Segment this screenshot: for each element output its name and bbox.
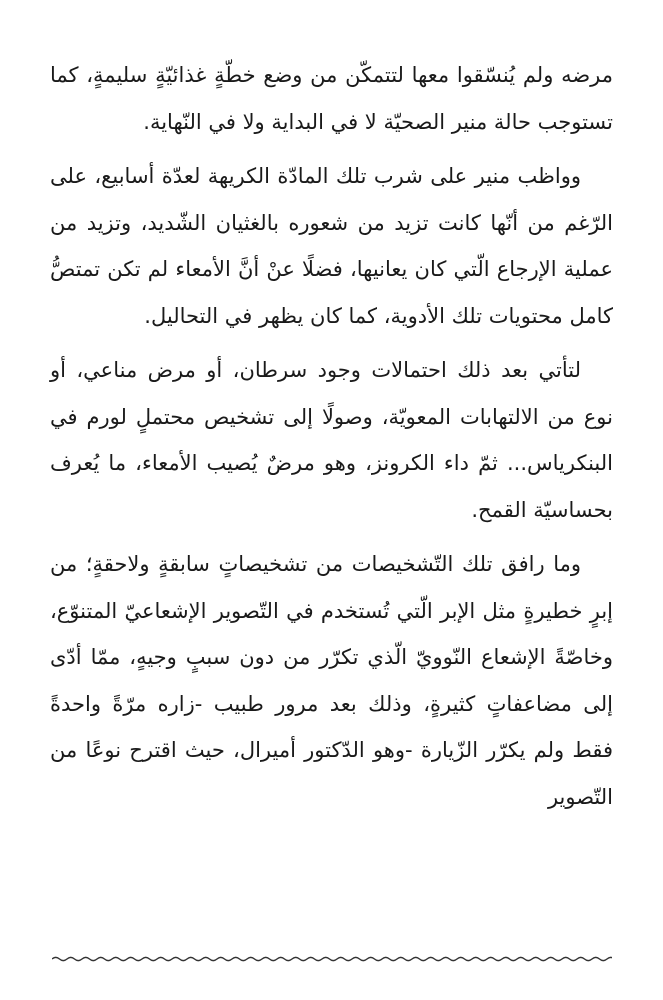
paragraph-3: لتأتي بعد ذلك احتمالات وجود سرطان، أو مرض مناعي، أو نوع من الالتهابات المعويّة، وصولًا إلى تشخيص محتملٍ لورم في البنكرياس... ثمّ داء الكرونز، وهو مرضٌ يُصيب الأمعاء، ما يُعرف بحساسيّة القمح. — [50, 358, 613, 522]
wavy-divider — [52, 952, 612, 966]
body-text — [50, 52, 613, 828]
paragraph-2: وواظب منير على شرب تلك المادّة الكريهة لعدّة أسابيع، على الرّغم من أنّها كانت تزيد من شعوره بالغثيان الشّديد، وتزيد من عملية الإرجاع الّتي كان يعانيها، فضلًا عنْ أنَّ الأمعاء لم تكن تمتصُّ كامل محتويات تلك الأدوية، كما كان يظهر في التحاليل. — [50, 164, 613, 328]
paragraph-1: مرضه ولم يُنسّقوا معها لتتمكّن من وضع خطّةٍ غذائيّةٍ سليمةٍ، كما تستوجب حالة منير الصحيّة لا في البداية ولا في النّهاية. — [50, 63, 613, 134]
paragraph-4: وما رافق تلك التّشخيصات من تشخيصاتٍ سابقةٍ ولاحقةٍ؛ من إبرٍ خطيرةٍ مثل الإبر الّتي تُستخدم في التّصوير الإشعاعيّ المتنوّع، وخاصّةً الإشعاع النّوويّ الّذي تكرّر من دون سببٍ وجيهٍ، ممّا أدّى إلى مضاعفاتٍ كثيرةٍ، وذلك بعد مرور طبيب -زاره مرّةً واحدةً فقط ولم يكرّر الزّيارة -وهو الدّكتور أميرال، حيث اقترح نوعًا من التّصوير — [50, 552, 613, 809]
